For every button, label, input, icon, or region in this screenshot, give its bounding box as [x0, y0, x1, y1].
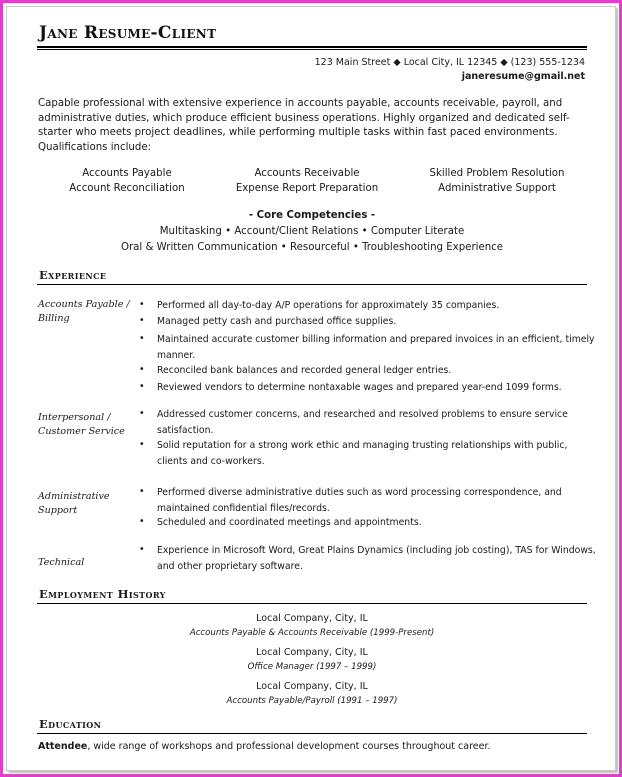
qualification: Expense Report Preparation — [235, 183, 379, 194]
experience-category: Technical — [38, 557, 85, 568]
experience-category: Interpersonal / Customer Service — [38, 412, 125, 437]
qualification: Skilled Problem Resolution — [429, 168, 565, 179]
experience-bullet: Reviewed vendors to determine nontaxable wages and prepared year-end 1099 forms. — [157, 382, 562, 393]
bullet-dot: • — [139, 486, 145, 497]
qualification: Administrative Support — [438, 183, 556, 194]
education-text: , wide range of workshops and professional development courses throughout career. — [87, 741, 491, 752]
header-rule — [37, 46, 587, 48]
job-title: Accounts Payable/Payroll (1991 – 1997) — [226, 696, 398, 706]
experience-bullet: Performed diverse administrative duties such as word processing correspondence, and maintained confidential files/records. — [157, 487, 562, 514]
bullet-dot: • — [139, 439, 145, 450]
employer-name: Local Company, City, IL — [256, 681, 368, 692]
education-line — [38, 741, 491, 752]
bullet-dot: • — [139, 299, 145, 310]
competencies-line: Multitasking • Account/Client Relations • Computer Literate — [159, 226, 465, 237]
qualification: Accounts Payable — [82, 168, 172, 179]
contact-email[interactable]: janeresume@gmail.net — [461, 71, 585, 82]
summary-text: Capable professional with extensive experience in accounts payable, accounts receivable, payroll, and administrative duties, which produce efficient business operations. Highly organized and dedicated self-starter who meets project deadlines, while performing multiple tasks within fast paced environments. Qualifications include: — [38, 98, 570, 153]
bullet-dot: • — [139, 544, 145, 555]
qualification: Accounts Receivable — [254, 168, 360, 179]
qualification: Account Reconciliation — [69, 183, 185, 194]
experience-bullet: Solid reputation for a strong work ethic and managing trusting relationships with public, clients and co-workers. — [157, 440, 568, 467]
job-title: Accounts Payable & Accounts Receivable (1999-Present) — [189, 628, 435, 638]
header-rule-thin — [37, 49, 587, 50]
experience-bullet: Experience in Microsoft Word, Great Plains Dynamics (including job costing), TAS for Windows, and other proprietary software. — [157, 545, 596, 572]
education-heading: Education — [39, 717, 102, 731]
resume-page — [6, 6, 616, 771]
experience-bullet: Scheduled and coordinated meetings and appointments. — [157, 517, 422, 528]
experience-bullet: Maintained accurate customer billing information and prepared invoices in an efficient, timely manner. — [157, 334, 595, 361]
bullet-dot: • — [139, 381, 145, 392]
experience-bullet: Performed all day-to-day A/P operations for approximately 35 companies. — [157, 300, 500, 311]
contact-address: 123 Main Street ◆ Local City, IL 12345 ◆ (123) 555-1234 — [314, 57, 585, 68]
experience-bullet: Reconciled bank balances and recorded general ledger entries. — [157, 365, 452, 376]
section-rule — [37, 733, 587, 734]
employer-name: Local Company, City, IL — [256, 647, 368, 658]
bullet-dot: • — [139, 333, 145, 344]
employment-heading: Employment History — [39, 587, 166, 601]
bullet-dot: • — [139, 516, 145, 527]
experience-bullet: Managed petty cash and purchased office supplies. — [157, 316, 397, 327]
bullet-dot: • — [139, 364, 145, 375]
experience-heading: Experience — [39, 268, 107, 282]
experience-bullet: Addressed customer concerns, and researched and resolved problems to ensure service satisfaction. — [157, 409, 568, 436]
experience-category: Administrative Support — [38, 491, 110, 516]
candidate-name: Jane Resume-Client — [39, 23, 217, 43]
bullet-dot: • — [139, 315, 145, 326]
employer-name: Local Company, City, IL — [256, 613, 368, 624]
bullet-dot: • — [139, 408, 145, 419]
section-rule — [37, 284, 587, 285]
job-title: Office Manager (1997 – 1999) — [247, 662, 377, 672]
competencies-title: - Core Competencies - — [248, 210, 376, 221]
education-label: Attendee — [38, 741, 88, 752]
section-rule — [37, 603, 587, 604]
experience-category: Accounts Payable / Billing — [38, 299, 130, 324]
competencies-line: Oral & Written Communication • Resourceful • Troubleshooting Experience — [120, 242, 504, 253]
